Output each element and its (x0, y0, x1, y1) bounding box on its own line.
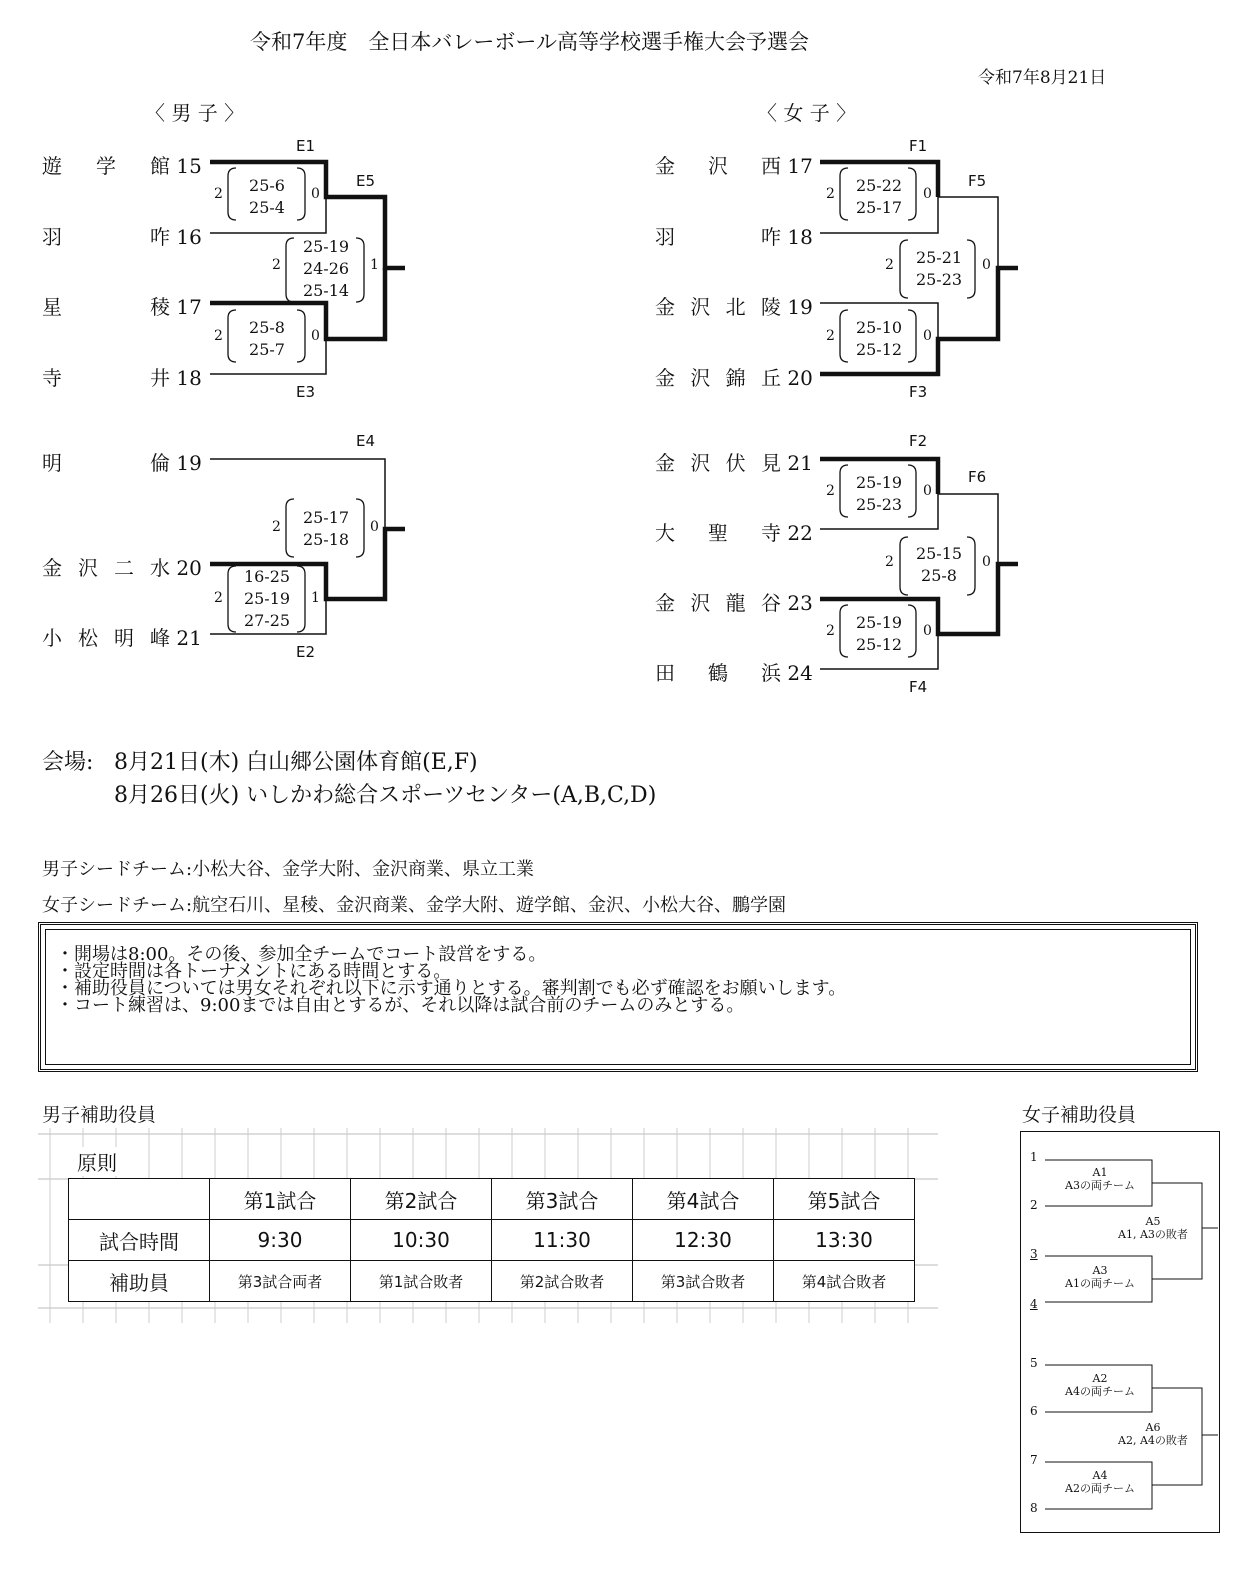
note-item: ・設定時間は各トーナメントにある時間とする。 (56, 961, 452, 982)
match-losses: 0 (311, 186, 320, 202)
match-id: E5 (356, 172, 376, 190)
match-wins: 2 (885, 257, 894, 273)
girls-section-label: 〈 女 子 〉 (757, 101, 857, 125)
match-scores: 25-15 25-8 (915, 544, 963, 585)
slot-number: 4 (1030, 1297, 1038, 1311)
table-cell: 第2試合敗者 (492, 1261, 633, 1302)
venue-line-2: 8月26日(火) いしかわ総合スポーツセンター(A,B,C,D) (114, 783, 657, 808)
note-item: ・補助役員については男女それぞれ以下に示す通りとする。審判割でも必ず確認をお願いします。 (56, 978, 847, 999)
slot-number: 8 (1030, 1501, 1038, 1515)
assignment-a5: A5 A1, A3の敗者 (1118, 1215, 1188, 1241)
match-losses: 1 (370, 257, 379, 273)
match-scores: 25-10 25-12 (855, 318, 903, 359)
table-header-cell: 第2試合 (351, 1179, 492, 1220)
document-date: 令和7年8月21日 (978, 68, 1107, 88)
match-scores: 25-19 24-26 25-14 (302, 237, 350, 300)
match-wins: 2 (826, 186, 835, 202)
boys-team-row: 遊学館 15 (42, 154, 202, 178)
match-id: F4 (909, 678, 928, 696)
table-cell: 10:30 (351, 1220, 492, 1261)
match-losses: 0 (923, 328, 932, 344)
boys-seed-teams: 男子シードチーム:小松大谷、金学大附、金沢商業、県立工業 (42, 859, 535, 880)
match-wins: 2 (826, 328, 835, 344)
assignment-a4: A4 A2の両チーム (1065, 1469, 1135, 1495)
girls-helpers-title: 女子補助役員 (1022, 1104, 1137, 1126)
match-scores: 25-8 25-7 (249, 318, 285, 359)
table-cell: 第3試合両者 (210, 1261, 351, 1302)
match-scores: 25-19 25-23 (855, 473, 903, 514)
table-cell: 第4試合敗者 (774, 1261, 915, 1302)
slot-number: 6 (1030, 1404, 1038, 1418)
match-id: F6 (968, 468, 987, 486)
boys-team-row: 星稜 17 (42, 295, 202, 319)
girls-team-row: 金沢錦丘 20 (655, 366, 813, 390)
boys-team-row: 金沢二水 20 (42, 556, 202, 580)
match-losses: 1 (311, 590, 320, 606)
match-id: F1 (909, 137, 928, 155)
match-wins: 2 (885, 554, 894, 570)
slot-number: 3 (1030, 1247, 1038, 1261)
table-header-cell: 第5試合 (774, 1179, 915, 1220)
match-wins: 2 (272, 257, 281, 273)
match-wins: 2 (214, 186, 223, 202)
principle-label: 原則 (74, 1147, 120, 1176)
venue-label: 会場: (42, 750, 94, 775)
match-scores: 25-19 25-12 (855, 613, 903, 654)
match-id: F3 (909, 383, 928, 401)
boys-team-row: 明倫 19 (42, 451, 202, 475)
match-id: E3 (296, 383, 316, 401)
table-cell: 第3試合敗者 (633, 1261, 774, 1302)
table-header-cell: 第1試合 (210, 1179, 351, 1220)
match-wins: 2 (272, 519, 281, 535)
table-header-cell: 第4試合 (633, 1179, 774, 1220)
assignment-a3: A3 A1の両チーム (1065, 1264, 1135, 1290)
match-id: E1 (296, 137, 316, 155)
girls-team-row: 金沢西 17 (655, 154, 813, 178)
assignment-a2: A2 A4の両チーム (1065, 1372, 1135, 1398)
girls-team-row: 金沢龍谷 23 (655, 591, 813, 615)
match-losses: 0 (982, 554, 991, 570)
document-title: 令和7年度 全日本バレーボール高等学校選手権大会予選会 (250, 30, 809, 54)
match-id: F2 (909, 432, 928, 450)
match-id: F5 (968, 172, 987, 190)
match-scores: 25-21 25-23 (915, 248, 963, 289)
girls-team-row: 金沢伏見 21 (655, 451, 813, 475)
row-label: 試合時間 (69, 1220, 210, 1261)
match-wins: 2 (214, 328, 223, 344)
slot-number: 7 (1030, 1453, 1038, 1467)
slot-number: 2 (1030, 1198, 1038, 1212)
note-item: ・開場は8:00。その後、参加全チームでコート設営をする。 (56, 944, 547, 965)
venue-line-1: 8月21日(木) 白山郷公園体育館(E,F) (114, 750, 478, 775)
boys-team-row: 羽咋 16 (42, 225, 202, 249)
girls-seed-teams: 女子シードチーム:航空石川、星稜、金沢商業、金学大附、遊学館、金沢、小松大谷、鵬学園 (42, 895, 787, 916)
table-cell: 13:30 (774, 1220, 915, 1261)
match-scores: 16-25 25-19 27-25 (243, 567, 291, 630)
assignment-a6: A6 A2, A4の敗者 (1118, 1421, 1188, 1447)
match-wins: 2 (214, 590, 223, 606)
girls-team-row: 大聖寺 22 (655, 521, 813, 545)
note-item: ・コート練習は、9:00までは自由とするが、それ以降は試合前のチームのみとする。 (56, 995, 745, 1016)
match-id: E4 (356, 432, 376, 450)
match-scores: 25-17 25-18 (302, 508, 350, 549)
boys-section-label: 〈 男 子 〉 (145, 101, 245, 125)
boys-helpers-title: 男子補助役員 (42, 1104, 157, 1126)
match-losses: 0 (923, 623, 932, 639)
match-losses: 0 (923, 483, 932, 499)
boys-team-row: 小松明峰 21 (42, 626, 202, 650)
girls-team-row: 田鶴浜 24 (655, 661, 813, 685)
table-cell: 9:30 (210, 1220, 351, 1261)
table-header-cell: 第3試合 (492, 1179, 633, 1220)
slot-number: 1 (1030, 1150, 1038, 1164)
slot-number: 5 (1030, 1356, 1038, 1370)
match-losses: 0 (982, 257, 991, 273)
row-label: 補助員 (69, 1261, 210, 1302)
match-scores: 25-6 25-4 (249, 176, 285, 217)
girls-team-row: 羽咋 18 (655, 225, 813, 249)
match-losses: 0 (311, 328, 320, 344)
boys-team-row: 寺井 18 (42, 366, 202, 390)
table-cell: 12:30 (633, 1220, 774, 1261)
match-wins: 2 (826, 483, 835, 499)
match-scores: 25-22 25-17 (855, 176, 903, 217)
girls-team-row: 金沢北陵 19 (655, 295, 813, 319)
table-cell: 第1試合敗者 (351, 1261, 492, 1302)
table-cell: 11:30 (492, 1220, 633, 1261)
match-wins: 2 (826, 623, 835, 639)
match-losses: 0 (923, 186, 932, 202)
match-losses: 0 (370, 519, 379, 535)
assignment-a1: A1 A3の両チーム (1065, 1166, 1135, 1192)
match-id: E2 (296, 643, 316, 661)
